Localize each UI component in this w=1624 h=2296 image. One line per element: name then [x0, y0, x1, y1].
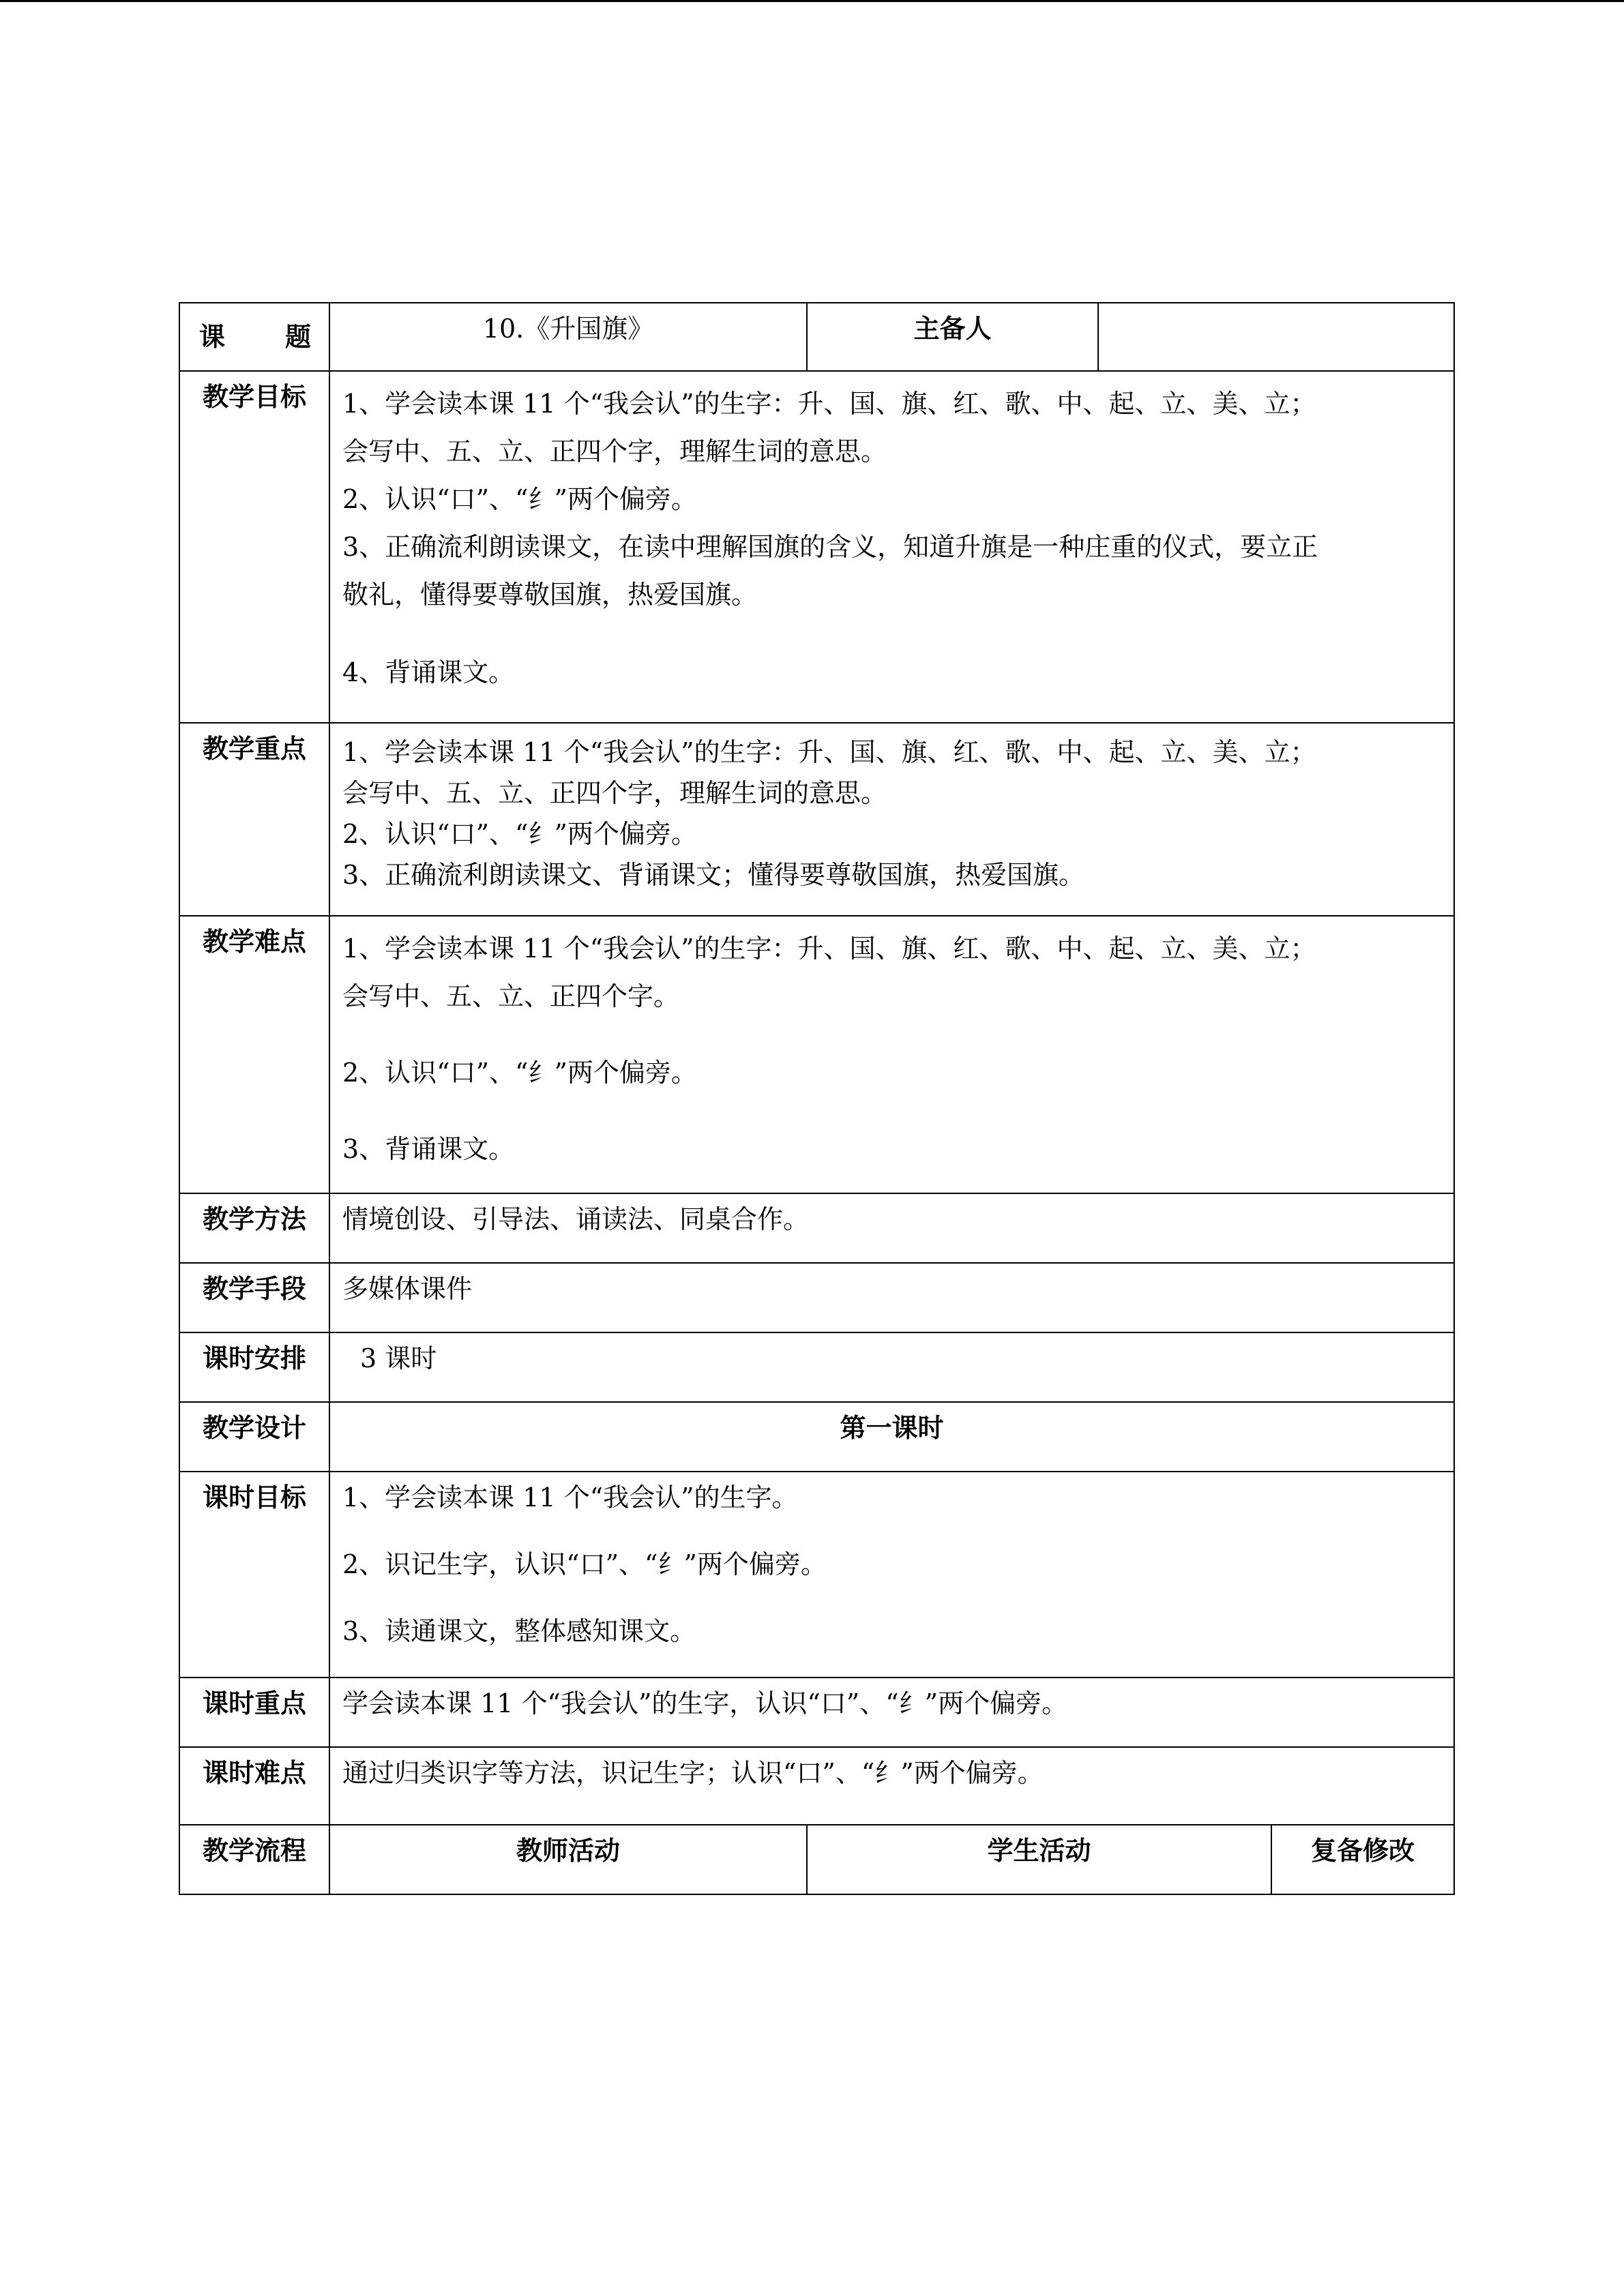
row-process: [179, 1825, 1454, 1894]
row-topic: [179, 303, 1454, 371]
period-objectives-line: 1、学会读本课 11 个“我会认”的生字。: [342, 1482, 798, 1512]
topic-label-cell: [179, 303, 329, 371]
key-points-line: 3、正确流利朗读课文、背诵课文；懂得要尊敬国旗，热爱国旗。: [342, 860, 1085, 890]
design-value: 第一课时: [329, 1402, 1454, 1472]
difficulties-line: 2、认识“口”、“纟”两个偏旁。: [342, 1058, 697, 1088]
difficulties-line: 1、学会读本课 11 个“我会认”的生字：升、国、旗、红、歌、中、起、立、美、立；: [342, 934, 1316, 964]
row-key-points: [179, 723, 1454, 916]
row-methods: [179, 1193, 1454, 1263]
row-difficulties: [179, 916, 1454, 1193]
objectives-label: 教学目标: [179, 371, 329, 723]
row-period-objectives: [179, 1472, 1454, 1678]
topic-label-char2: 题: [284, 322, 311, 352]
key-points-line: 2、认识“口”、“纟”两个偏旁。: [342, 819, 697, 849]
process-label: 教学流程: [179, 1825, 329, 1894]
row-schedule: [179, 1332, 1454, 1402]
key-points-line: 会写中、五、立、正四个字，理解生词的意思。: [342, 778, 887, 808]
period-objectives-line: 2、识记生字，认识“口”、“纟”两个偏旁。: [342, 1549, 827, 1579]
topic-label-char1: 课: [199, 322, 226, 352]
methods-value: 情境创设、引导法、诵读法、同桌合作。: [329, 1193, 1454, 1263]
row-means: [179, 1263, 1454, 1332]
row-period-key: [179, 1678, 1454, 1747]
schedule-value: 3 课时: [329, 1332, 1454, 1402]
objectives-line: 4、背诵课文。: [342, 657, 515, 687]
row-objectives: [179, 371, 1454, 723]
means-label: 教学手段: [179, 1263, 329, 1332]
row-design: [179, 1402, 1454, 1472]
means-value: 多媒体课件: [329, 1263, 1454, 1332]
objectives-line: 会写中、五、立、正四个字，理解生词的意思。: [342, 436, 887, 466]
key-points-line: 1、学会读本课 11 个“我会认”的生字：升、国、旗、红、歌、中、起、立、美、立；: [342, 737, 1316, 767]
objectives-line: 敬礼，懂得要尊敬国旗，热爱国旗。: [342, 580, 758, 610]
page-top-rule: [0, 0, 1624, 2]
period-objectives-line: 3、读通课文，整体感知课文。: [342, 1616, 696, 1646]
methods-label: 教学方法: [179, 1193, 329, 1263]
period-objectives-content: [329, 1472, 1454, 1678]
preparer-value: [1098, 303, 1454, 371]
period-difficulty-label: 课时难点: [179, 1747, 329, 1825]
teacher-activity-header: 教师活动: [329, 1825, 807, 1894]
period-key-value: 学会读本课 11 个“我会认”的生字，认识“口”、“纟”两个偏旁。: [329, 1678, 1454, 1747]
objectives-line: 2、认识“口”、“纟”两个偏旁。: [342, 484, 697, 514]
row-period-difficulty: [179, 1747, 1454, 1825]
lesson-title: 10.《升国旗》: [329, 303, 807, 371]
student-activity-header: 学生活动: [807, 1825, 1271, 1894]
key-points-label: 教学重点: [179, 723, 329, 916]
period-key-label: 课时重点: [179, 1678, 329, 1747]
key-points-content: [329, 723, 1454, 916]
difficulties-label: 教学难点: [179, 916, 329, 1193]
design-label: 教学设计: [179, 1402, 329, 1472]
period-objectives-label: 课时目标: [179, 1472, 329, 1678]
objectives-line: 1、学会读本课 11 个“我会认”的生字：升、国、旗、红、歌、中、起、立、美、立；: [342, 389, 1316, 419]
objectives-line: 3、正确流利朗读课文，在读中理解国旗的含义，知道升旗是一种庄重的仪式，要立正: [342, 532, 1318, 562]
lesson-plan-table: [179, 302, 1455, 1895]
difficulties-line: 会写中、五、立、正四个字。: [342, 981, 680, 1011]
difficulties-content: [329, 916, 1454, 1193]
revision-header: 复备修改: [1271, 1825, 1454, 1894]
schedule-label: 课时安排: [179, 1332, 329, 1402]
objectives-content: [329, 371, 1454, 723]
period-difficulty-value: 通过归类识字等方法，识记生字；认识“口”、“纟”两个偏旁。: [329, 1747, 1454, 1825]
difficulties-line: 3、背诵课文。: [342, 1134, 515, 1164]
preparer-label: 主备人: [807, 303, 1098, 371]
